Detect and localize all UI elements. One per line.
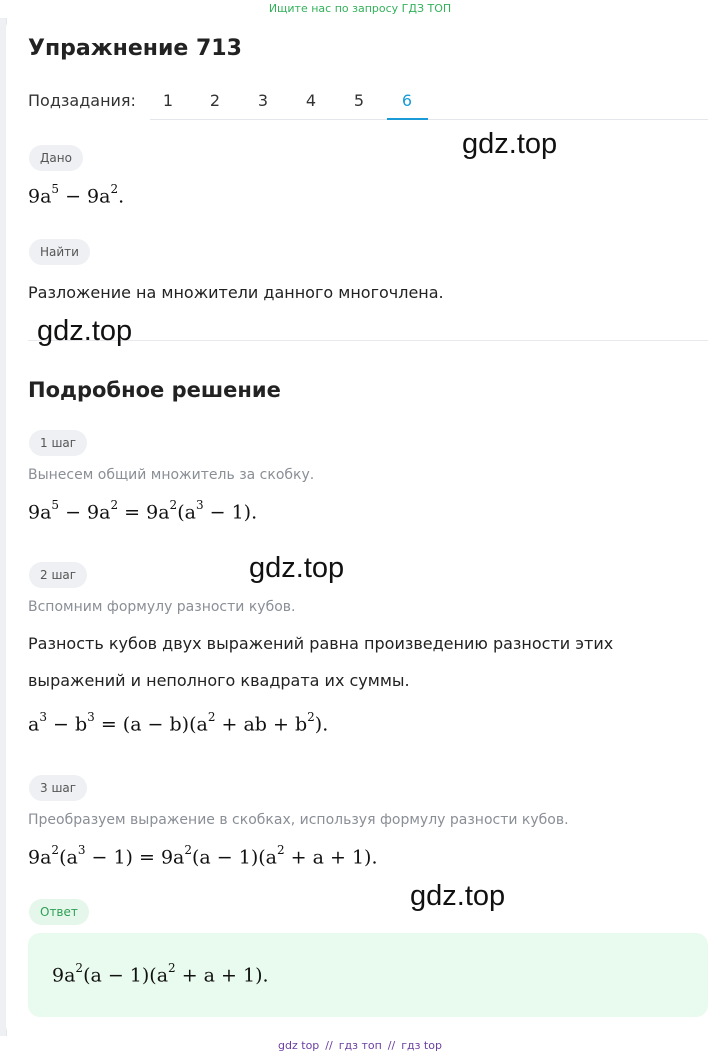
step-3-expression: $9a^2(a^3 - 1) = 9a^2(a - 1)(a^2 + a + 1)$. <box>28 843 378 869</box>
footer-link-gdz-top[interactable]: gdz top <box>278 1039 320 1052</box>
watermark-4: gdz.top <box>410 880 506 912</box>
tab-subtask-6[interactable]: 6 <box>401 91 413 110</box>
step-2-text-line-2: выражений и неполного квадрата их суммы. <box>28 671 410 690</box>
answer-expression: $9a^2(a - 1)(a^2 + a + 1)$. <box>52 961 269 987</box>
step-1-expression: $9a^5 - 9a^2 = 9a^2(a^3 - 1)$. <box>28 498 258 524</box>
watermark-1: gdz.top <box>462 128 558 160</box>
step-2-text-line-1: Разность кубов двух выражений равна произведению разности этих <box>28 634 614 653</box>
step-3-hint: Преобразуем выражение в скобках, используя формулу разности кубов. <box>28 812 569 828</box>
tab-subtask-1[interactable]: 1 <box>162 91 174 110</box>
exercise-card <box>6 18 720 1036</box>
answer-badge: Ответ <box>29 899 89 925</box>
step-1-hint: Вынесем общий множитель за скобку. <box>28 467 315 483</box>
find-badge: Найти <box>29 239 90 265</box>
footer-link-gdz-top-mixed[interactable]: гдз top <box>401 1039 442 1052</box>
top-promo-link[interactable]: Ищите нас по запросу ГДЗ ТОП <box>268 2 452 15</box>
footer-links <box>0 1039 720 1052</box>
watermark-3: gdz.top <box>249 552 345 584</box>
footer-link-gdz-top-ru[interactable]: гдз топ <box>338 1039 382 1052</box>
tab-subtask-2[interactable]: 2 <box>209 91 221 110</box>
tabs-divider <box>150 119 708 120</box>
tab-subtask-3[interactable]: 3 <box>257 91 269 110</box>
step-2-expression: $a^3 - b^3 = (a - b)(a^2$ + ab + $b^2$). <box>28 710 329 736</box>
footer-separator: // <box>387 1039 396 1052</box>
given-badge: Дано <box>29 145 83 171</box>
subtasks-label: Подзадания: <box>28 91 136 110</box>
given-expression: $9a^5 - 9a^2$. <box>28 182 125 208</box>
watermark-2: gdz.top <box>37 315 133 347</box>
exercise-title: Упражнение 713 <box>28 36 242 61</box>
step-2-hint: Вспомним формулу разности кубов. <box>28 599 296 615</box>
tab-subtask-4[interactable]: 4 <box>305 91 317 110</box>
step-2-badge: 2 шаг <box>29 562 87 588</box>
active-tab-indicator <box>387 118 428 120</box>
footer-separator: // <box>325 1039 333 1052</box>
find-text: Разложение на множители данного многочлена. <box>28 283 444 302</box>
solution-title: Подробное решение <box>28 378 281 402</box>
step-3-badge: 3 шаг <box>29 775 87 801</box>
step-1-badge: 1 шаг <box>29 430 87 456</box>
tab-subtask-5[interactable]: 5 <box>353 91 365 110</box>
